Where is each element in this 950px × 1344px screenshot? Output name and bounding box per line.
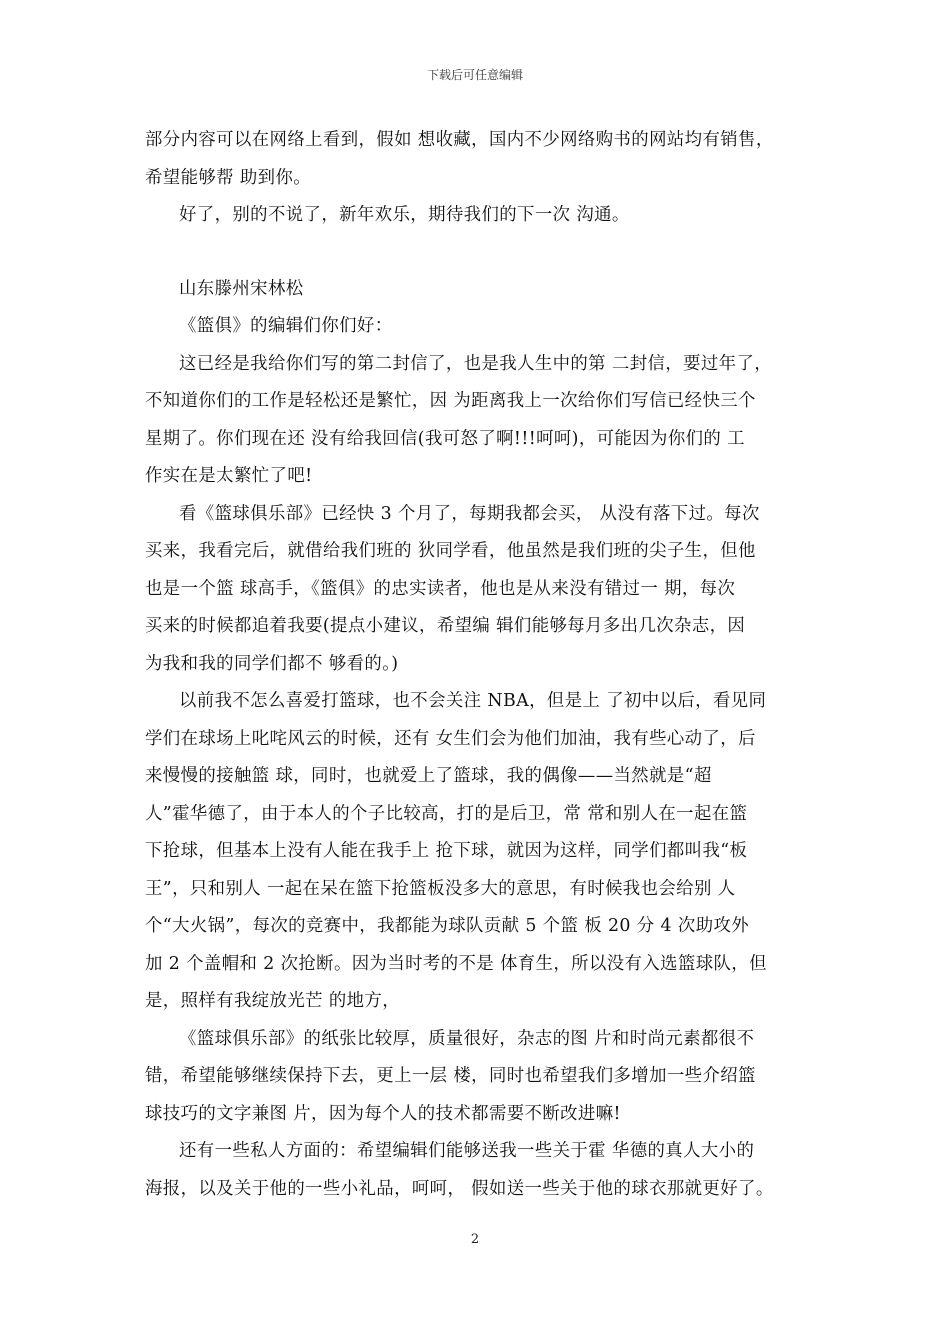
text-line: 下抢球，但基本上没有人能在我手上 抢下球，就因为这样，同学们都叫我“板 (145, 841, 748, 861)
text-line: 买来，我看完后，就借给我们班的 狄同学看，他虽然是我们班的尖子生，但他 (145, 541, 756, 561)
author-line (145, 271, 813, 309)
text-line: 星期了。你们现在还 没有给我回信(我可怒了啊!!!呵呵)，可能因为你们的 工 (145, 428, 745, 449)
text-line: 还有一些私人方面的：希望编辑们能够送我一些关于霍 华德的真人大小的 (179, 1141, 755, 1161)
text-line: 部分内容可以在网络上看到，假如 想收藏，国内不少网络购书的网站均有销售， (145, 130, 774, 150)
text-line: 王”，只和别人 一起在呆在篮下抢篮板没多大的意思，有时候我也会给别 人 (145, 878, 736, 899)
paragraph (145, 1133, 813, 1208)
text-line: 为我和我的同学们都不 够看的。) (145, 653, 399, 674)
text-line: 这已经是我给你们写的第二封信了，也是我人生中的第 二封信，要过年了， (179, 353, 773, 374)
paragraph (145, 683, 813, 1021)
text-line: 球技巧的文字兼图 片，因为每个人的技术都需要不断改进嘛! (145, 1103, 621, 1124)
text-line: 山东滕州宋林松 (179, 278, 304, 299)
salutation (145, 308, 813, 346)
text-line: 《篮俱》的编辑们你们好： (179, 316, 393, 336)
text-line: 错，希望能够继续保持下去，更上一层 楼，同时也希望我们多增加一些介绍篮 (145, 1066, 756, 1086)
paragraph-gap (145, 235, 813, 271)
text-line: 买来的时候都追着我要(提点小建议，希望编 辑们能够每月多出几次杂志，因 (145, 616, 746, 636)
document-body (145, 122, 813, 1208)
text-line: 加 2 个盖帽和 2 次抢断。因为当时考的不是 体育生，所以没有入选篮球队，但 (145, 953, 767, 974)
paragraph (145, 197, 813, 235)
text-line: 海报，以及关于他的一些小礼品，呵呵， 假如送一些关于他的球衣那就更好了。 (145, 1178, 774, 1199)
page-header: 下载后可任意编辑 (426, 68, 523, 82)
text-line: 来慢慢的接触篮 球，同时，也就爱上了篮球，我的偶像——当然就是“超 (145, 766, 712, 786)
text-line: 看《篮球俱乐部》已经快 3 个月了，每期我都会买， 从没有落下过。每次 (179, 503, 760, 524)
text-line: 作实在是太繁忙了吧! (145, 466, 313, 486)
page-number: 2 (470, 1232, 480, 1247)
text-line: 以前我不怎么喜爱打篮球，也不会关注 NBA，但是上 了初中以后，看见同 (179, 691, 767, 711)
text-line: 《篮球俱乐部》的纸张比较厚，质量很好，杂志的图 片和时尚元素都很不 (179, 1028, 755, 1049)
paragraph (145, 346, 813, 496)
paragraph (145, 496, 813, 684)
paragraph (145, 1021, 813, 1134)
text-line: 学们在球场上叱咤风云的时候，还有 女生们会为他们加油，我有些心动了，后 (145, 728, 756, 749)
text-line: 好了，别的不说了，新年欢乐，期待我们的下一次 沟通。 (179, 205, 630, 225)
text-line: 也是一个篮 球高手，《篮俱》的忠实读者，他也是从来没有错过一 期，每次 (145, 578, 736, 599)
text-line: 希望能够帮 助到你。 (145, 167, 312, 188)
text-line: 个“大火锅”，每次的竞赛中，我都能为球队贡献 5 个篮 板 20 分 4 次助攻外 (145, 916, 750, 936)
text-line: 是，照样有我绽放光芒 的地方， (145, 991, 400, 1011)
paragraph (145, 122, 813, 197)
text-line: 不知道你们的工作是轻松还是繁忙，因 为距离我上一次给你们写信已经快三个 (145, 391, 756, 411)
text-line: 人”霍华德了，由于本人的个子比较高，打的是后卫，常 常和别人在一起在篮 (145, 803, 748, 824)
